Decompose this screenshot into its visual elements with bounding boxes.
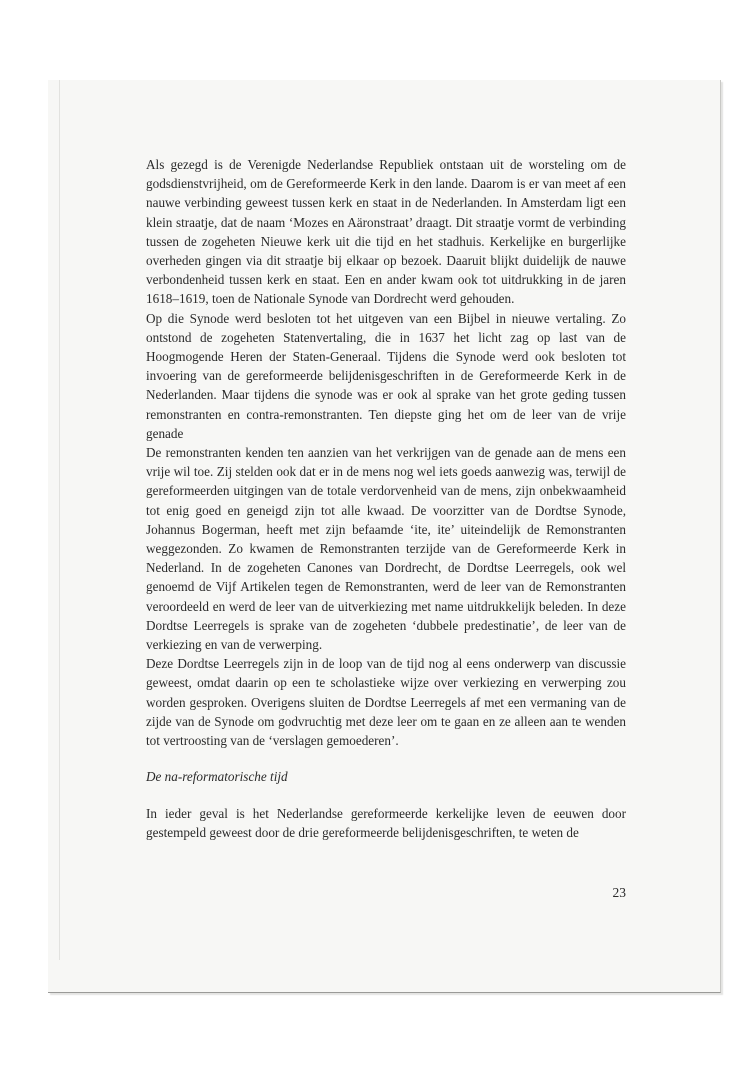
page-number: 23: [612, 885, 626, 900]
section-heading: De na-reformatorische tijd: [146, 769, 288, 785]
paragraph-republic-origins: Als gezegd is de Verenigde Nederlandse Republiek ontstaan uit de worsteling om de godsdienstvrijheid, om de Gereformeerde Kerk in den lande. Daarom is er van meet af een nauwe verbinding geweest tussen kerk en staat in de Nederlanden. In Amsterdam ligt een klein straatje, dat de naam ‘Mozes en Aäronstraat’ draagt. Dit straatje vormt de verbinding tussen de zogeheten Nieuwe kerk uit die tijd en het stadhuis. Kerkelijke en burgerlijke overheden gingen via dit straatje bij elkaar op bezoek. Daaruit blijkt duidelijk de nauwe verbondenheid tussen kerk en staat. Een en ander kwam ook tot uitdrukking in de jaren 1618–1619, toen de Nationale Synode van Dordrecht werd gehouden.: [146, 157, 626, 307]
page-fold-line: [59, 80, 60, 960]
paragraph-synod-decisions: Op die Synode werd besloten tot het uitgeven van een Bijbel in nieuwe vertaling. Zo ontstond de zogeheten Statenvertaling, die in 1637 het licht zag op last van de Hoogmogende Heren der Staten-Generaal. Tijdens die Synode werd ook besloten tot invoering van de gereformeerde belijdenisgeschriften in de Gereformeerde Kerk in de Nederlanden. Maar tijdens die synode was er ook al sprake van het grote geding tussen remonstranten en contra-remonstranten. Ten diepste ging het om de leer van de vrije genade: [146, 310, 626, 441]
paragraph-remonstrants: De remonstranten kenden ten aanzien van het verkrijgen van de genade aan de mens een vrije wil toe. Zij stelden ook dat er in de mens nog wel iets goeds aanwezig was, terwijl de gereformeerden uitgingen van de totale verdorvenheid van de mens, zijn onbekwaamheid tot enig goed en geneigd zijn tot alle kwaad. De voorzitter van de Dordtse Synode, Johannus Bogerman, heeft met zijn befaamde ‘ite, ite’ uiteindelijk de Remonstranten weggezonden. Zo kwamen de Remonstranten terzijde van de Gereformeerde Kerk in Nederland. In de zogeheten Canones van Dordrecht, de Dordtse Leerregels, ook wel genoemd de Vijf Artikelen tegen de Remonstranten, werd de leer van de Remonstranten veroordeeld en werd de leer van de uitverkiezing met name uitdrukkelijk beleden. In deze Dordtse Leerregels is sprake van de zogeheten ‘dubbele predestinatie’, de leer van de verkiezing en van de verwerping.: [146, 445, 626, 653]
paragraph-canons-discussion: Deze Dordtse Leerregels zijn in de loop van de tijd nog al eens onderwerp van discussie geweest, omdat daarin op een te scholastieke wijze over verkiezing en verwerping zou worden gesproken. Overigens sluiten de Dordtse Leerregels af met een vermaning van de zijde van de Synode om godvruchtig met deze leer om te gaan en ze alleen aan te wenden tot vertroosting van de ‘verslagen gemoederen’.: [146, 656, 626, 749]
paragraph-confessions: In ieder geval is het Nederlandse gereformeerde kerkelijke leven de eeuwen door gestempeld geweest door de drie gereformeerde belijdenisgeschriften, te weten de: [146, 805, 626, 840]
page-body: [146, 155, 626, 842]
